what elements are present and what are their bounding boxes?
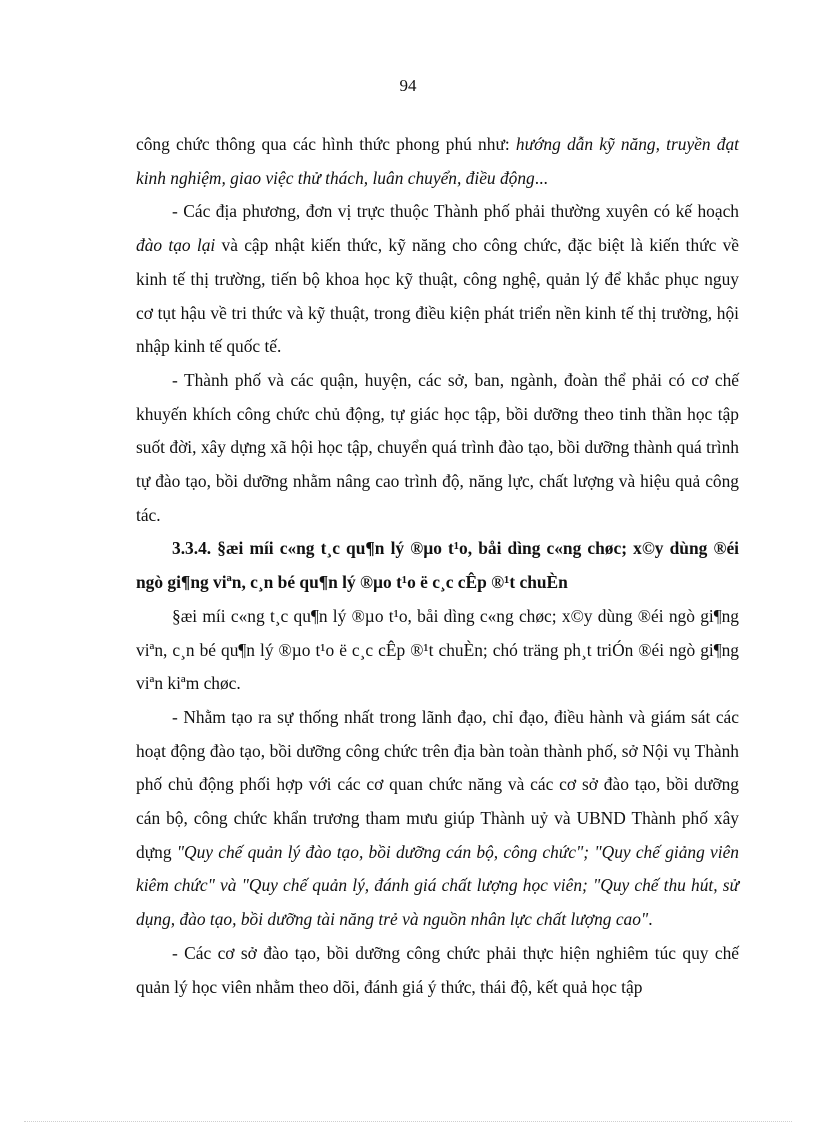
paragraph-6: - Các cơ sở đào tạo, bồi dưỡng công chức phải thực hiện nghiêm túc quy chế quản lý học viên nhằm theo dõi, đánh giá ý thức, thái độ, kết quả học tập [136,942,739,997]
paragraph-2 [136,195,739,364]
p5-italic: "Quy chế quản lý đào tạo, bồi dưỡng cán bộ, công chức"; "Quy chế giảng viên kiêm chức" và "Quy chế quản lý, đánh giá chất lượng học viên; "Quy chế thu hút, sử dụng, đào tạo, bồi dưỡng tài năng trẻ và nguồn nhân lực chất lượng cao" [136,841,739,930]
p5-text-a: - Nhằm tạo ra sự thống nhất trong lãnh đạo, chỉ đạo, điều hành và giám sát các hoạt động đào tạo, bồi dưỡng công chức trên địa bàn toàn thành phố, sở Nội vụ Thành phố chủ động phối hợp với các cơ quan chức năng và các cơ sở đào tạo, bồi dưỡng cán bộ, công chức khẩn trương tham mưu giúp Thành uỷ và UBND Thành phố xây dựng [136,706,739,862]
paragraph-1 [136,128,739,195]
p1-italic: hướng dẫn kỹ năng, truyền đạt kinh nghiệm, giao việc thử thách, luân chuyển, điều động [136,134,739,188]
page-bottom-rule [24,1121,792,1122]
p1-ellipsis: ... [534,167,548,188]
p1-text: công chức thông qua các hình thức phong phú như: [136,134,516,154]
p2-text-a: - Các địa phương, đơn vị trực thuộc Thành phố phải thường xuyên có kế hoạch [172,201,739,222]
page-number: 94 [399,76,417,95]
p5-period: . [648,909,653,930]
paragraph-3: - Thành phố và các quận, huyện, các sở, ban, ngành, đoàn thể phải có cơ chế khuyến khích công chức chủ động, tự giác học tập, bồi dưỡng theo tinh thần học tập suốt đời, xây dựng xã hội học tập, chuyển quá trình đào tạo, bồi dưỡng thành quá trình tự đào tạo, bồi dưỡng nhằm nâng cao trình độ, năng lực, chất lượng và hiệu quả công tác. [136,369,739,525]
section-heading: 3.3.4. §æi míi c«ng t¸c qu¶n lý ®µo t¹o, båi dìng c«ng chøc; x©y dùng ®éi ngò gi¶ng viªn, c¸n bé qu¶n lý ®µo t¹o ë c¸c cÊp ®¹t chuÈn [136,538,739,593]
p2-text-b: và cập nhật kiến thức, kỹ năng cho công chức, đặc biệt là kiến thức về kinh tế thị trường, tiến bộ khoa học kỹ thuật, công nghệ, quản lý để khắc phục nguy cơ tụt hậu về tri thức và kỹ thuật, trong điều kiện phát triển nền kinh tế thị trường, hội nhập kinh tế quốc tế. [136,235,739,357]
p2-italic: đào tạo lại [136,235,216,256]
paragraph-4: §æi míi c«ng t¸c qu¶n lý ®µo t¹o, båi dìng c«ng chøc; x©y dùng ®éi ngò gi¶ng viªn, c¸n bé qu¶n lý ®µo t¹o ë c¸c cÊp ®¹t chuÈn; chó träng ph¸t triÓn ®éi ngò gi¶ng viªn kiªm chøc. [136,605,739,694]
paragraph-5 [136,701,739,937]
page-body [136,128,739,1004]
